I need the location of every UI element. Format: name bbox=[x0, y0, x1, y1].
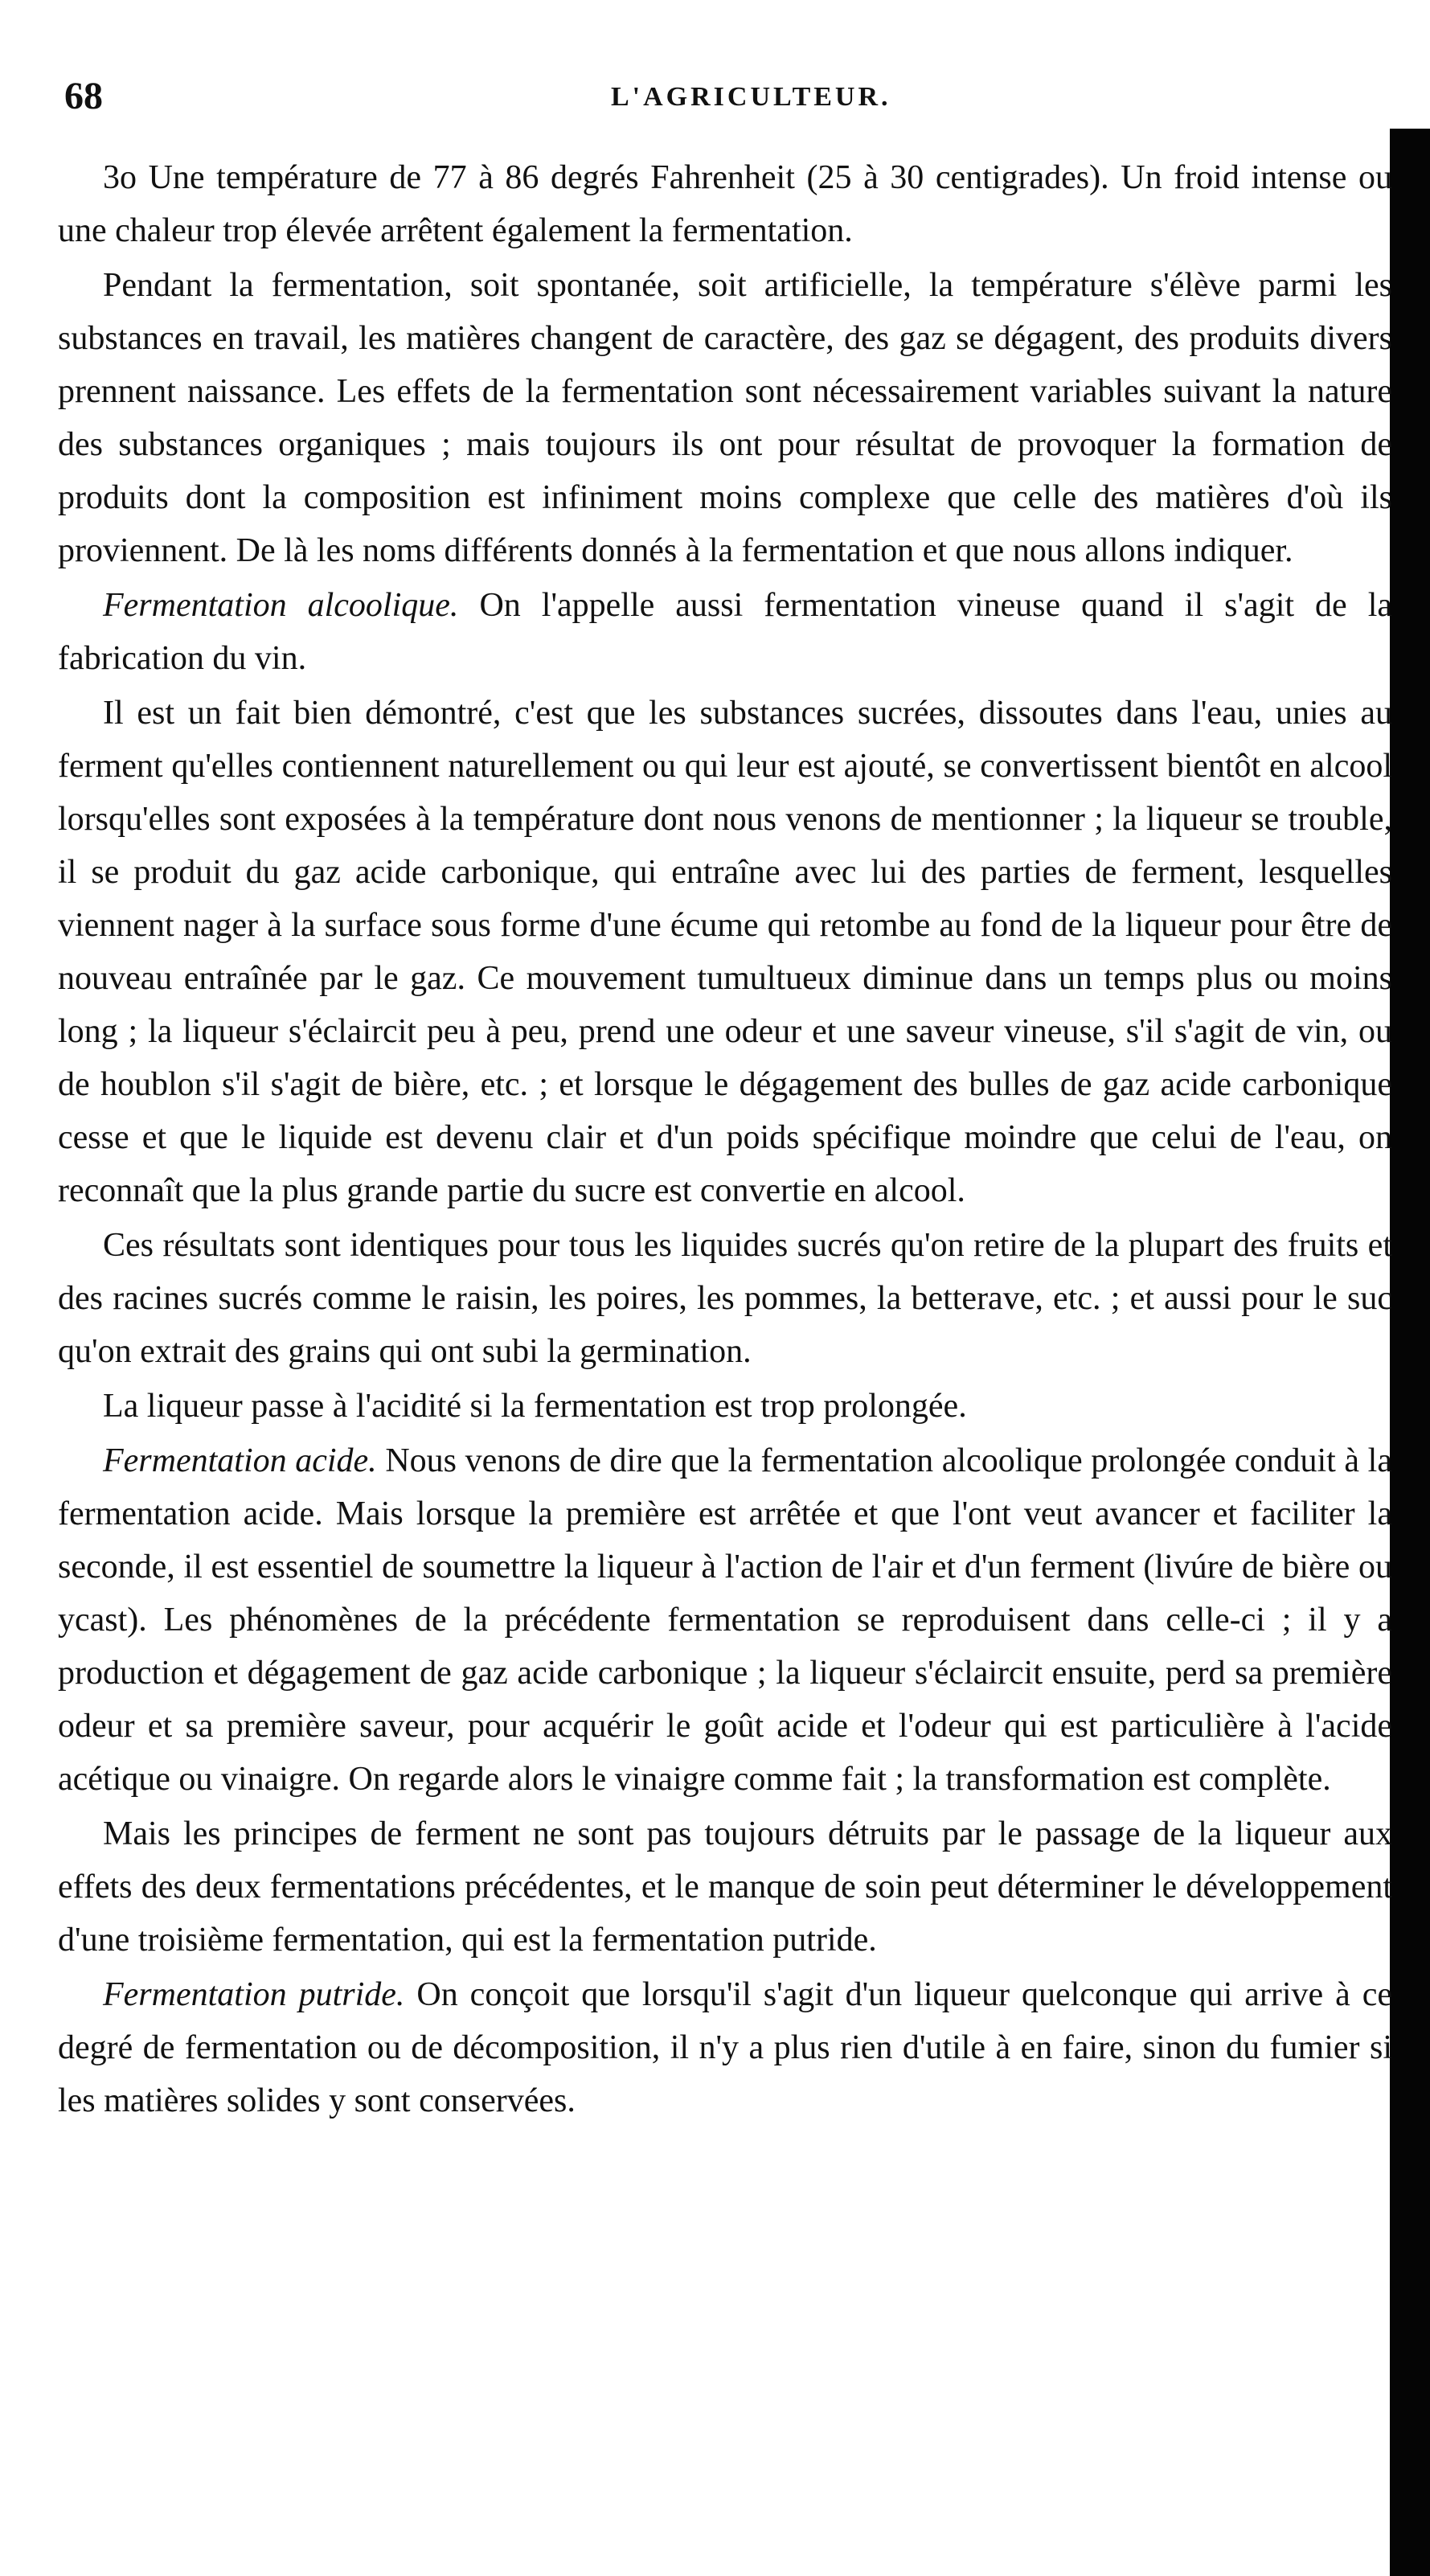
page-number: 68 bbox=[64, 75, 103, 117]
section-heading: Fermentation putride. bbox=[103, 1976, 405, 2013]
paragraph-text: Pendant la fermentation, soit spontanée, soit artificielle, la température s'élève parmi les substances en travail, les matières changent de caractère, des gaz se dégagent, des produits divers prennent naissance. Les effets de la fermentation sont nécessairement variables suivant la nature des substances organiques ; mais toujours ils ont pour résultat de provoquer la formation de produits dont la composition est infiniment moins complexe que celle des matières d'où ils proviennent. De là les noms différents donnés à la fermentation et que nous allons indiquer. bbox=[58, 267, 1392, 569]
paragraph-ferment-principles bbox=[58, 1807, 1392, 1967]
paragraph-temperature bbox=[58, 151, 1392, 257]
paragraph-results bbox=[58, 1219, 1392, 1378]
section-heading: Fermentation alcoolique. bbox=[103, 587, 459, 624]
page-header bbox=[64, 74, 1383, 122]
paragraph-text: 3o Une température de 77 à 86 degrés Fahrenheit (25 à 30 centigrades). Un froid intense ou une chaleur trop élevée arrêtent également la fermentation. bbox=[58, 159, 1392, 249]
body-text bbox=[58, 151, 1392, 2129]
paragraph-acidity bbox=[58, 1380, 1392, 1433]
scan-edge-shadow bbox=[1390, 129, 1430, 2576]
paragraph-text: Il est un fait bien démontré, c'est que les substances sucrées, dissoutes dans l'eau, unies au ferment qu'elles contiennent naturellement ou qui leur est ajouté, se convertissent bientôt en alcool lorsqu'elles sont exposées à la température dont nous venons de mentionner ; la liqueur se trouble, il se produit du gaz acide carbonique, qui entraîne avec lui des parties de ferment, lesquelles viennent nager à la surface sous forme d'une écume qui retombe au fond de la liqueur pour être de nouveau entraînée par le gaz. Ce mouvement tumultueux diminue dans un temps plus ou moins long ; la liqueur s'éclaircit peu à peu, prend une odeur et une saveur vineuse, s'il s'agit de vin, ou de houblon s'il s'agit de bière, etc. ; et lorsque le dégagement des bulles de gaz acide carbonique cesse et que le liquide est devenu clair et d'un poids spécifique moindre que celui de l'eau, on reconnaît que la plus grande partie du sucre est convertie en alcool. bbox=[58, 695, 1392, 1209]
paragraph-text: On l'appelle aussi fermentation vineuse quand il s'agit de la fabrication du vin. bbox=[58, 587, 1392, 677]
paragraph-alcohol-conversion bbox=[58, 687, 1392, 1217]
paragraph-text: Ces résultats sont identiques pour tous les liquides sucrés qu'on retire de la plupart des fruits et des racines sucrés comme le raisin, les poires, les pommes, la betterave, etc. ; et aussi pour le suc qu'on extrait des grains qui ont subi la germination. bbox=[58, 1227, 1392, 1370]
paragraph-putrid-fermentation bbox=[58, 1968, 1392, 2127]
paragraph-text: Mais les principes de ferment ne sont pas toujours détruits par le passage de la liqueur aux effets des deux fermentations précédentes, et le manque de soin peut déterminer le développement d'une troisième fermentation, qui est la fermentation putride. bbox=[58, 1815, 1392, 1959]
paragraph-fermentation-effects bbox=[58, 259, 1392, 577]
paragraph-text: Nous venons de dire que la fermentation alcoolique prolongée conduit à la fermentation acide. Mais lorsque la première est arrêtée et que l'ont veut avancer et faciliter la seconde, il est essentiel de soumettre la liqueur à l'action de l'air et d'un ferment (livúre de bière ou ycast). Les phénomènes de la précédente fermentation se reproduisent dans celle-ci ; il y a production et dégagement de gaz acide carbonique ; la liqueur s'éclaircit ensuite, perd sa première odeur et sa première saveur, pour acquérir le goût acide et l'odeur qui est particulière à l'acide acétique ou vinaigre. On regarde alors le vinaigre comme fait ; la transformation est complète. bbox=[58, 1442, 1392, 1798]
paragraph-text: La liqueur passe à l'acidité si la fermentation est trop prolongée. bbox=[103, 1388, 967, 1425]
paragraph-alcoholic-fermentation bbox=[58, 579, 1392, 685]
section-heading: Fermentation acide. bbox=[103, 1442, 377, 1479]
paragraph-acid-fermentation bbox=[58, 1434, 1392, 1806]
paragraph-text: On conçoit que lorsqu'il s'agit d'un liqueur quelconque qui arrive à ce degré de fermentation ou de décomposition, il n'y a plus rien d'utile à en faire, sinon du fumier si les matières solides y sont conservées. bbox=[58, 1976, 1393, 2119]
running-title: L'AGRICULTEUR. bbox=[611, 82, 891, 112]
